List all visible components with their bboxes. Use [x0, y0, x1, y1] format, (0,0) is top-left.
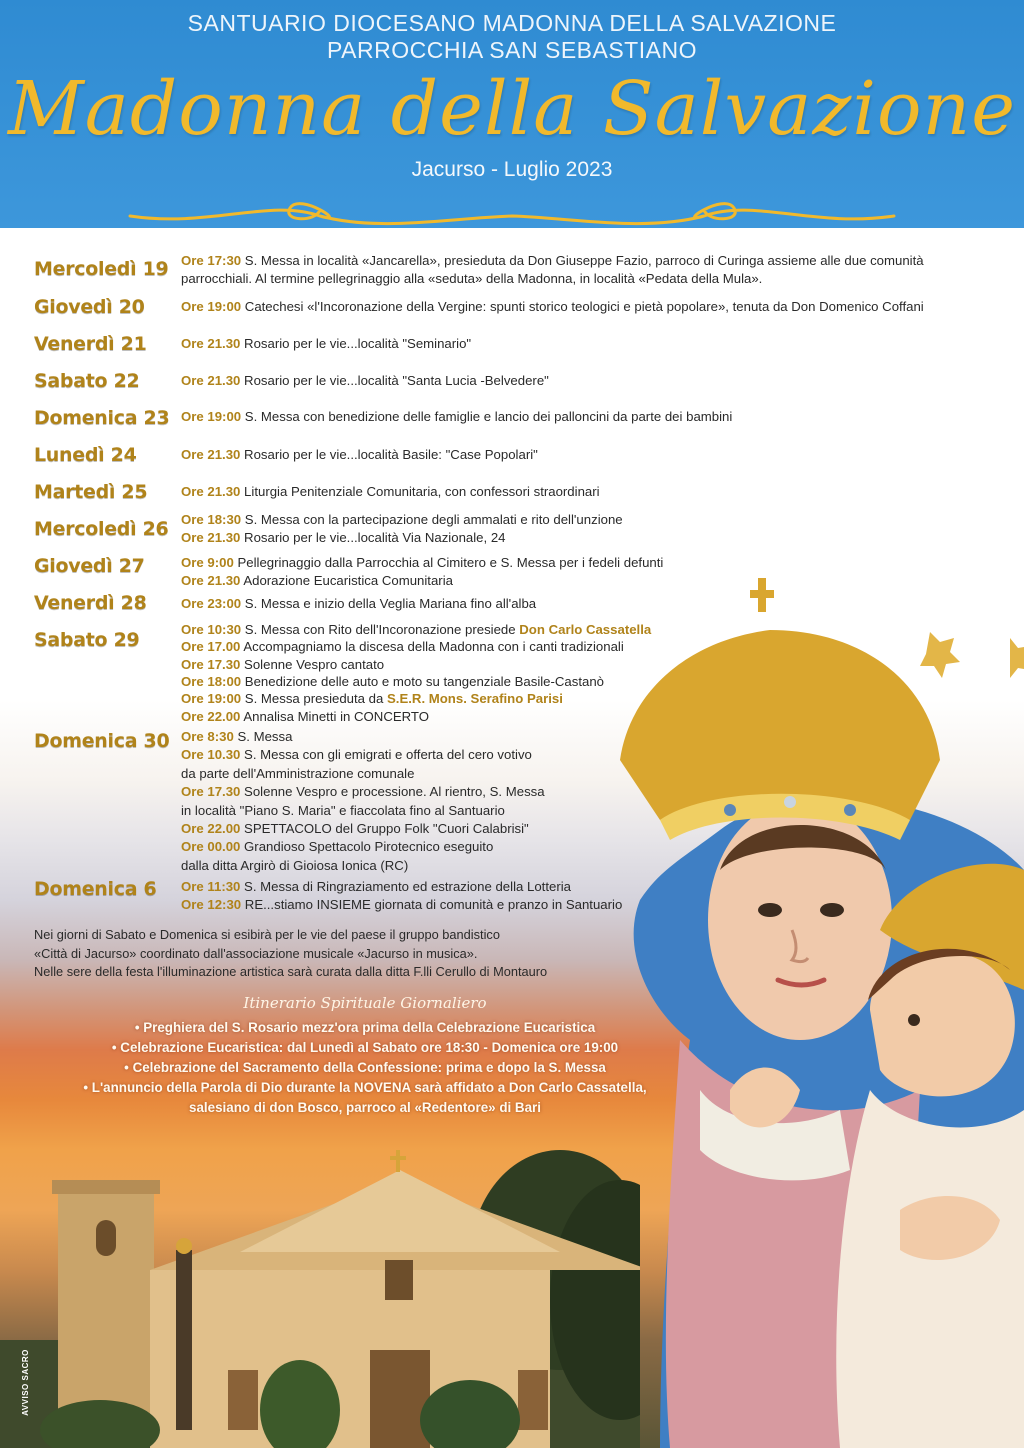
day-label: Lunedì 24	[34, 444, 137, 466]
event-text: S. Messa in località «Jancarella», presieduta da Don Giuseppe Fazio, parroco di Curinga assieme alle due comunità parrocchiali. Al termine pellegrinaggio alla «seduta» della Madonna, in località «Pedata della Mula».	[181, 253, 924, 286]
flourish-ornament	[120, 188, 904, 238]
event-text: Rosario per le vie...località Via Nazionale, 24	[240, 530, 506, 545]
itinerary-item: salesiano di don Bosco, parroco al «Redentore» di Bari	[189, 1100, 541, 1115]
event-time: Ore 21.30	[181, 573, 241, 588]
madonna-statue-illustration	[600, 570, 1024, 1448]
event-line	[181, 572, 453, 590]
itinerary-title: Itinerario Spirituale Giornaliero	[243, 994, 487, 1012]
event-line	[181, 765, 414, 783]
event-text: Solenne Vespro cantato	[240, 656, 385, 672]
day-label: Mercoledì 26	[34, 518, 169, 540]
event-time: Ore 23:00	[181, 596, 242, 611]
event-line	[181, 746, 532, 764]
event-highlight: Don Carlo Cassatella	[519, 622, 652, 637]
event-time: Ore 21.30	[181, 484, 241, 499]
band-notes	[34, 926, 547, 982]
event-time: Ore 17.00	[181, 639, 241, 655]
event-line	[181, 708, 429, 725]
event-text: Rosario per le vie...località Basile: "Case Popolari"	[240, 447, 538, 462]
day-label: Mercoledì 19	[34, 258, 169, 280]
event-time: Ore 8:30	[181, 729, 234, 744]
event-text: Grandioso Spettacolo Pirotecnico eseguito	[240, 839, 494, 855]
event-text: Accompagniamo la discesa della Madonna con i canti tradizionali	[240, 639, 624, 655]
event-highlight: S.E.R. Mons. Serafino Parisi	[387, 691, 563, 707]
event-line	[181, 372, 549, 390]
event-text: Benedizione delle auto e moto su tangenziale Basile-Castanò	[241, 673, 605, 689]
event-line	[181, 878, 571, 896]
day-label: Martedì 25	[34, 481, 148, 503]
event-line	[181, 838, 493, 856]
subtitle: Jacurso - Luglio 2023	[411, 158, 613, 181]
event-text: S. Messa e inizio della Veglia Mariana fino all'alba	[241, 596, 537, 611]
note-line: Nei giorni di Sabato e Domenica si esibirà per le vie del paese il gruppo bandistico	[34, 927, 500, 942]
event-text: S. Messa con la partecipazione degli ammalati e rito dell'unzione	[241, 512, 623, 527]
day-label: Venerdì 28	[34, 592, 147, 614]
event-time: Ore 18:00	[181, 673, 242, 689]
event-text: S. Messa di Ringraziamento ed estrazione della Lotteria	[240, 879, 571, 894]
event-text: Pellegrinaggio dalla Parrocchia al Cimitero e S. Messa per i fedeli defunti	[233, 555, 664, 570]
note-line: Nelle sere della festa l'illuminazione artistica sarà curata dalla ditta F.lli Cerullo di Montauro	[34, 964, 548, 979]
event-time: Ore 17:30	[181, 253, 242, 268]
event-text: RE...stiamo INSIEME giornata di comunità e pranzo in Santuario	[241, 897, 623, 912]
event-time: Ore 19:00	[181, 299, 242, 314]
event-text: dalla ditta Argirò di Gioiosa Ionica (RC)	[181, 857, 409, 873]
event-text: S. Messa con Rito dell'Incoronazione presiede	[241, 622, 520, 637]
itinerary-item: • Preghiera del S. Rosario mezz'ora prima della Celebrazione Eucaristica	[134, 1020, 596, 1035]
event-text: da parte dell'Amministrazione comunale	[181, 765, 415, 781]
event-text: Liturgia Penitenziale Comunitaria, con confessori straordinari	[240, 484, 600, 499]
main-title: Madonna della Salvazione	[8, 66, 1016, 152]
event-text: in località "Piano S. Maria" e fiaccolata fino al Santuario	[181, 802, 505, 818]
event-time: Ore 18:30	[181, 512, 242, 527]
event-time: Ore 22.00	[181, 708, 241, 724]
event-time: Ore 12:30	[181, 897, 242, 912]
parish-name: PARROCCHIA SAN SEBASTIANO	[327, 37, 697, 63]
event-line	[181, 638, 624, 655]
event-line	[181, 252, 971, 288]
event-text: SPETTACOLO del Gruppo Folk "Cuori Calabrisi"	[240, 821, 529, 836]
event-line	[181, 802, 505, 820]
event-line	[181, 595, 536, 613]
event-text: Solenne Vespro e processione. Al rientro, S. Messa	[240, 784, 545, 800]
event-text: S. Messa con benedizione delle famiglie e lancio dei palloncini da parte dei bambini	[241, 409, 733, 424]
event-text: S. Messa con gli emigrati e offerta del cero votivo	[240, 747, 532, 763]
event-line	[181, 690, 563, 707]
day-label: Domenica 23	[34, 407, 170, 429]
event-text: S. Messa	[233, 729, 293, 744]
avviso-sacro-label: AVVISO SACRO	[20, 1349, 30, 1416]
church-illustration	[0, 1140, 640, 1448]
itinerary-item: • L'annuncio della Parola di Dio durante la NOVENA sarà affidato a Don Carlo Cassatella,	[83, 1080, 647, 1095]
event-line	[181, 529, 506, 547]
event-line	[181, 335, 471, 353]
event-line	[181, 408, 732, 426]
event-time: Ore 17.30	[181, 784, 241, 800]
event-line	[181, 673, 604, 690]
event-line	[181, 621, 651, 638]
event-text: Rosario per le vie...località "Seminario"	[240, 336, 472, 351]
event-time: Ore 21.30	[181, 336, 241, 351]
day-label: Venerdì 21	[34, 333, 147, 355]
event-line	[181, 554, 663, 572]
event-line	[181, 820, 529, 838]
event-text: Rosario per le vie...località "Santa Lucia -Belvedere"	[240, 373, 549, 388]
event-time: Ore 10.30	[181, 747, 241, 763]
event-line	[181, 483, 600, 501]
event-time: Ore 21.30	[181, 530, 241, 545]
event-line	[181, 896, 622, 914]
event-time: Ore 19:00	[181, 409, 242, 424]
event-line	[181, 783, 545, 801]
event-time: Ore 21.30	[181, 447, 241, 462]
day-label: Sabato 29	[34, 629, 140, 651]
event-time: Ore 9:00	[181, 555, 234, 570]
day-label: Sabato 22	[34, 370, 140, 392]
event-time: Ore 11:30	[181, 879, 241, 894]
itinerary-item: • Celebrazione Eucaristica: dal Lunedì al Sabato ore 18:30 - Domenica ore 19:00	[111, 1040, 619, 1055]
event-line	[181, 298, 924, 316]
day-label: Domenica 30	[34, 730, 170, 752]
event-line	[181, 446, 538, 464]
event-text: Catechesi «l'Incoronazione della Vergine: spunti storico teologici e pietà popolare», tenuta da Don Domenico Coffani	[241, 299, 924, 314]
event-line	[181, 656, 384, 673]
event-text: Adorazione Eucaristica Comunitaria	[240, 573, 453, 588]
event-time: Ore 10:30	[181, 622, 242, 637]
day-label: Giovedì 27	[34, 555, 145, 577]
sanctuary-name: SANTUARIO DIOCESANO MADONNA DELLA SALVAZIONE	[187, 10, 837, 36]
note-line: «Città di Jacurso» coordinato dall'associazione musicale «Jacurso in musica».	[34, 945, 478, 961]
event-line	[181, 857, 408, 875]
event-time: Ore 17.30	[181, 656, 241, 672]
event-text: S. Messa presieduta da	[241, 691, 387, 707]
itinerary-item: • Celebrazione del Sacramento della Confessione: prima e dopo la S. Messa	[124, 1060, 606, 1075]
day-label: Giovedì 20	[34, 296, 145, 318]
event-time: Ore 19:00	[181, 691, 242, 707]
event-time: Ore 00.00	[181, 839, 241, 855]
event-time: Ore 22.00	[181, 821, 241, 836]
day-label: Domenica 6	[34, 878, 157, 900]
event-line	[181, 511, 623, 529]
event-time: Ore 21.30	[181, 373, 241, 388]
event-line	[181, 728, 292, 746]
event-text: Annalisa Minetti in CONCERTO	[240, 708, 429, 724]
